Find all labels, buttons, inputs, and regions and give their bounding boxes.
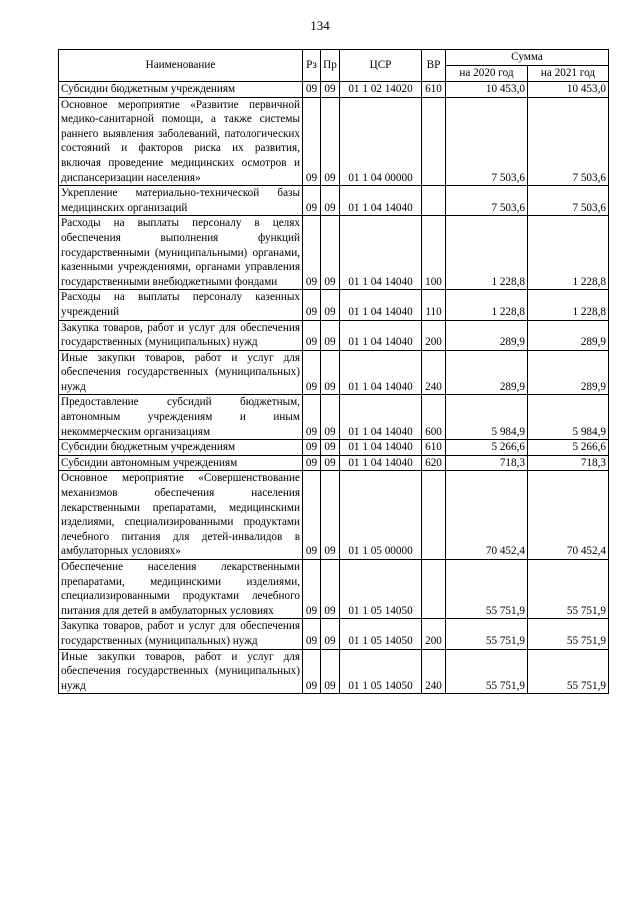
- budget-table: [58, 49, 609, 694]
- row-vr: [422, 560, 446, 619]
- header-year-2020: на 2020 год: [446, 66, 528, 82]
- row-name: Субсидии автономным учреждениям: [59, 455, 303, 471]
- row-sum-2020: 10 453,0: [446, 82, 528, 98]
- row-rz: 09: [303, 471, 321, 560]
- row-sum-2020: 1 228,8: [446, 216, 528, 290]
- table-row: [59, 186, 609, 216]
- row-sum-2020: 55 751,9: [446, 619, 528, 649]
- row-sum-2020: 55 751,9: [446, 560, 528, 619]
- row-name: Укрепление материально-технической базы медицинских организаций: [59, 186, 303, 216]
- row-pr: 09: [321, 82, 340, 98]
- row-rz: 09: [303, 97, 321, 186]
- row-sum-2021: 7 503,6: [528, 97, 609, 186]
- row-sum-2020: 5 266,6: [446, 440, 528, 456]
- row-csr: 01 1 04 14040: [340, 455, 422, 471]
- row-sum-2021: 289,9: [528, 320, 609, 350]
- row-name: Обеспечение населения лекарственными препаратами, медицинскими изделиями, специализированными продуктами лечебного питания для детей в амбулаторных условиях: [59, 560, 303, 619]
- row-sum-2021: 718,3: [528, 455, 609, 471]
- row-sum-2021: 5 266,6: [528, 440, 609, 456]
- row-csr: 01 1 05 14050: [340, 649, 422, 694]
- row-name: Субсидии бюджетным учреждениям: [59, 82, 303, 98]
- row-name: Иные закупки товаров, работ и услуг для обеспечения государственных (муниципальных) нужд: [59, 649, 303, 694]
- row-csr: 01 1 04 14040: [340, 395, 422, 440]
- row-sum-2020: 289,9: [446, 350, 528, 395]
- row-vr: 200: [422, 320, 446, 350]
- table-row: [59, 455, 609, 471]
- table-row: [59, 395, 609, 440]
- row-vr: [422, 471, 446, 560]
- row-vr: 620: [422, 455, 446, 471]
- row-sum-2021: 55 751,9: [528, 619, 609, 649]
- row-rz: 09: [303, 186, 321, 216]
- row-sum-2020: 7 503,6: [446, 186, 528, 216]
- row-csr: 01 1 04 14040: [340, 350, 422, 395]
- row-pr: 09: [321, 619, 340, 649]
- row-vr: 610: [422, 82, 446, 98]
- row-rz: 09: [303, 395, 321, 440]
- row-pr: 09: [321, 97, 340, 186]
- table-row: [59, 440, 609, 456]
- table-row: [59, 619, 609, 649]
- row-sum-2021: 1 228,8: [528, 290, 609, 320]
- page-number: 134: [310, 18, 330, 33]
- row-pr: 09: [321, 395, 340, 440]
- header-pr: Пр: [321, 50, 340, 82]
- row-pr: 09: [321, 186, 340, 216]
- table-row: [59, 350, 609, 395]
- row-sum-2021: 10 453,0: [528, 82, 609, 98]
- row-rz: 09: [303, 455, 321, 471]
- row-name: Расходы на выплаты персоналу в целях обеспечения выполнения функций государственными (муниципальными) органами, казенными учреждениями, органами управления государственными внебюджетными фондами: [59, 216, 303, 290]
- row-vr: [422, 97, 446, 186]
- row-name: Предоставление субсидий бюджетным, автономным учреждениям и иным некоммерческим организациям: [59, 395, 303, 440]
- row-pr: 09: [321, 649, 340, 694]
- row-rz: 09: [303, 619, 321, 649]
- row-sum-2021: 70 452,4: [528, 471, 609, 560]
- row-rz: 09: [303, 350, 321, 395]
- row-name: Иные закупки товаров, работ и услуг для обеспечения государственных (муниципальных) нужд: [59, 350, 303, 395]
- row-pr: 09: [321, 350, 340, 395]
- row-pr: 09: [321, 560, 340, 619]
- row-rz: 09: [303, 290, 321, 320]
- row-csr: 01 1 04 14040: [340, 186, 422, 216]
- row-vr: 100: [422, 216, 446, 290]
- row-sum-2021: 55 751,9: [528, 560, 609, 619]
- row-pr: 09: [321, 455, 340, 471]
- row-csr: 01 1 04 14040: [340, 440, 422, 456]
- row-csr: 01 1 05 00000: [340, 471, 422, 560]
- row-vr: 200: [422, 619, 446, 649]
- row-vr: 600: [422, 395, 446, 440]
- row-vr: 240: [422, 649, 446, 694]
- row-pr: 09: [321, 440, 340, 456]
- table-row: [59, 290, 609, 320]
- row-pr: 09: [321, 471, 340, 560]
- row-csr: 01 1 04 00000: [340, 97, 422, 186]
- row-sum-2020: 289,9: [446, 320, 528, 350]
- row-rz: 09: [303, 560, 321, 619]
- row-rz: 09: [303, 320, 321, 350]
- row-name: Закупка товаров, работ и услуг для обеспечения государственных (муниципальных) нужд: [59, 320, 303, 350]
- table-row: [59, 471, 609, 560]
- row-vr: 240: [422, 350, 446, 395]
- header-rz: Рз: [303, 50, 321, 82]
- row-vr: 610: [422, 440, 446, 456]
- row-csr: 01 1 02 14020: [340, 82, 422, 98]
- row-sum-2020: 7 503,6: [446, 97, 528, 186]
- header-vr: ВР: [422, 50, 446, 82]
- row-csr: 01 1 04 14040: [340, 216, 422, 290]
- row-sum-2020: 55 751,9: [446, 649, 528, 694]
- table-row: [59, 82, 609, 98]
- row-csr: 01 1 05 14050: [340, 619, 422, 649]
- row-sum-2020: 1 228,8: [446, 290, 528, 320]
- row-rz: 09: [303, 649, 321, 694]
- row-rz: 09: [303, 216, 321, 290]
- row-sum-2021: 55 751,9: [528, 649, 609, 694]
- row-rz: 09: [303, 440, 321, 456]
- row-vr: [422, 186, 446, 216]
- row-pr: 09: [321, 290, 340, 320]
- row-name: Субсидии бюджетным учреждениям: [59, 440, 303, 456]
- row-sum-2021: 7 503,6: [528, 186, 609, 216]
- row-vr: 110: [422, 290, 446, 320]
- table-row: [59, 560, 609, 619]
- header-year-2021: на 2021 год: [528, 66, 609, 82]
- row-csr: 01 1 05 14050: [340, 560, 422, 619]
- table-row: [59, 216, 609, 290]
- row-rz: 09: [303, 82, 321, 98]
- row-pr: 09: [321, 320, 340, 350]
- row-pr: 09: [321, 216, 340, 290]
- row-sum-2020: 718,3: [446, 455, 528, 471]
- row-csr: 01 1 04 14040: [340, 320, 422, 350]
- table-row: [59, 649, 609, 694]
- header-name: Наименование: [59, 50, 303, 82]
- row-sum-2020: 5 984,9: [446, 395, 528, 440]
- table-body: [59, 82, 609, 694]
- table-row: [59, 97, 609, 186]
- row-name: Закупка товаров, работ и услуг для обеспечения государственных (муниципальных) нужд: [59, 619, 303, 649]
- table-row: [59, 320, 609, 350]
- row-sum-2021: 1 228,8: [528, 216, 609, 290]
- table-header-row: [59, 50, 609, 66]
- row-name: Основное мероприятие «Совершенствование механизмов обеспечения населения лекарственными препаратами, медицинскими изделиями, специализированными продуктами лечебного питания для детей-инвалидов в амбулаторных условиях»: [59, 471, 303, 560]
- row-sum-2020: 70 452,4: [446, 471, 528, 560]
- header-csr: ЦСР: [340, 50, 422, 82]
- row-sum-2021: 289,9: [528, 350, 609, 395]
- row-name: Основное мероприятие «Развитие первичной медико-санитарной помощи, а также системы раннего выявления заболеваний, патологических состояний и факторов риска их развития, включая проведение медицинских осмотров и диспансеризации населения»: [59, 97, 303, 186]
- row-csr: 01 1 04 14040: [340, 290, 422, 320]
- header-sum: Сумма: [446, 50, 609, 66]
- row-name: Расходы на выплаты персоналу казенных учреждений: [59, 290, 303, 320]
- row-sum-2021: 5 984,9: [528, 395, 609, 440]
